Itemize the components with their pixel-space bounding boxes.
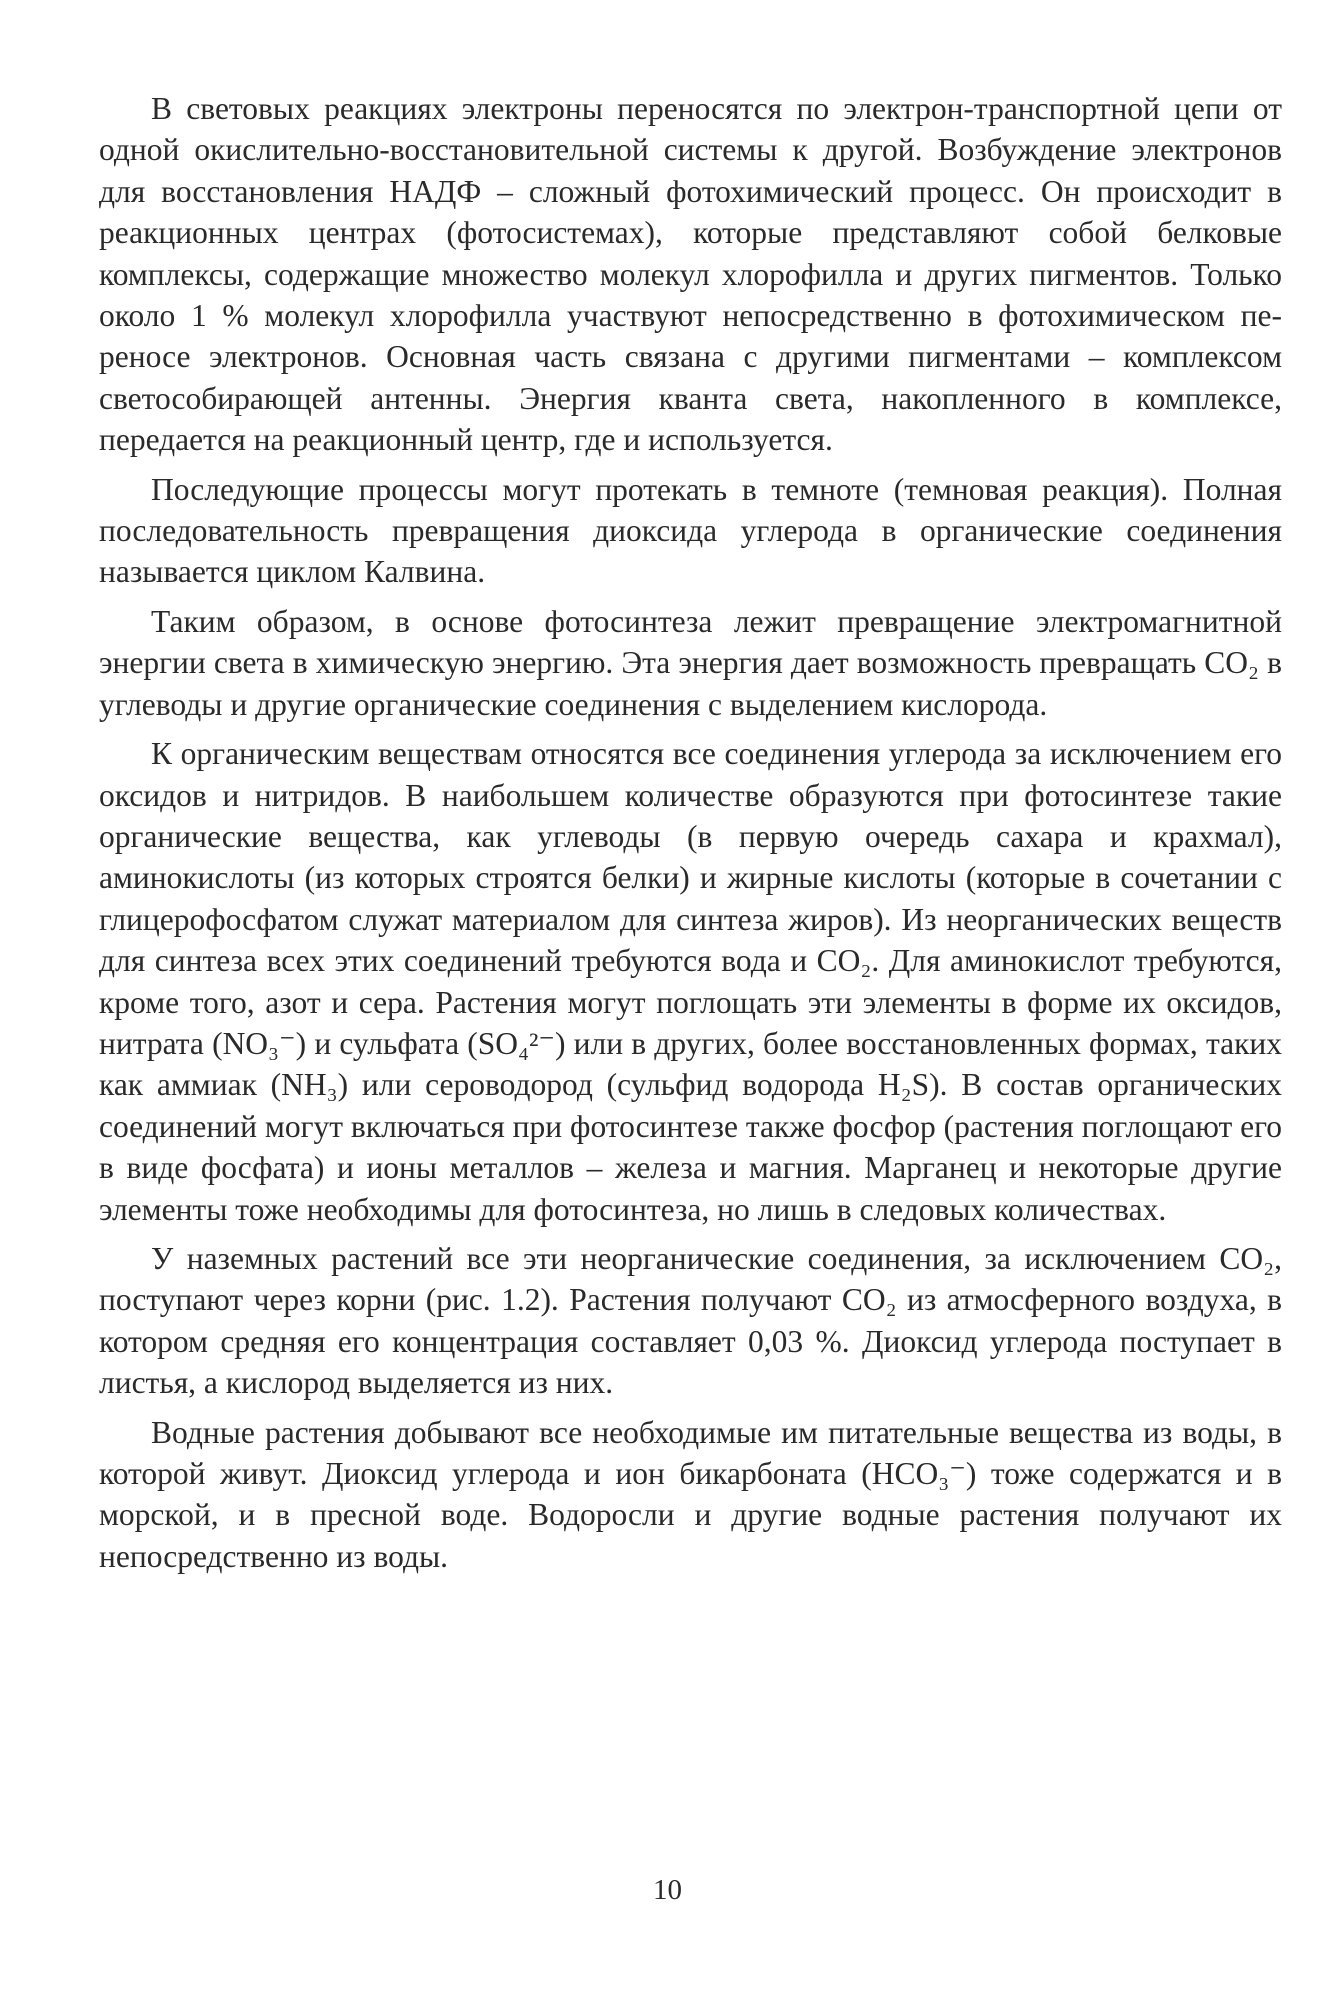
- paragraph-light-reactions: В световых реакциях электроны переносятся по электрон-транспортной цепи от одной окислительно-восстановительной системы к другой. Возбуждение электронов для восстановления НАДФ – сложный фотохимический процесс. Он происходит в реакционных центрах (фотосистемах), которые представляют собой белковые комплексы, содержащие множество молекул хлорофилла и других пигментов. Только около 1 % молекул хлорофилла участвуют непосредственно в фотохимическом переносе электронов. Основная часть связана с другими пигментами – комплексом светособирающей антенны. Энергия кванта света, накопленного в комплексе, передается на реакционный центр, где и используется.: [99, 91, 1282, 458]
- paragraph-land-plants: У наземных растений все эти неорганические соединения, за исключением CO₂, поступают через корни (рис. 1.2). Растения получают CO₂ из атмосферного воздуха, в котором средняя его концентрация составляет 0,03 %. Диоксид углерода поступает в листья, а кислород выделяется из них.: [99, 1240, 1282, 1401]
- paragraph-water-plants: Водные растения добывают все необходимые им питательные вещества из воды, в которой живут. Диоксид углерода и ион бикарбоната (HCO₃⁻) тоже содержатся и в морской, и в пресной воде. Водоросли и другие водные растения получают их непосредственно из воды.: [99, 1414, 1282, 1574]
- paragraph-organic-substances: К органическим веществам относятся все соединения углерода за исключением его оксидов и нитридов. В наибольшем количестве образуются при фотосинтезе такие органические вещества, как углеводы (в первую очередь сахара и крахмал), аминокислоты (из которых строятся белки) и жирные кислоты (которые в сочетании с глицерофосфатом служат материалом для синтеза жиров). Из неорганических веществ для синтеза всех этих соединений требуются вода и CO₂. Для аминокислот требуются, кроме того, азот и сера. Растения могут поглощать эти элементы в форме их оксидов, нитрата (NO₃⁻) и сульфата (SO₄²⁻) или в других, более восстановленных формах, таких как аммиак (NH₃) или сероводород (сульфид водорода H₂S). В состав органических соединений могут включаться при фотосинтезе также фосфор (растения поглощают его в виде фосфата) и ионы металлов – железа и магния. Марганец и некоторые другие элементы тоже необходимы для фотосинтеза, но лишь в следовых количествах.: [99, 736, 1282, 1227]
- paragraph-photosynthesis-summary: Таким образом, в основе фотосинтеза лежит превращение электромагнитной энергии света в химическую энергию. Эта энергия дает возможность превращать CO₂ в углеводы и другие органические соединения с выделением кислорода.: [99, 603, 1282, 722]
- page-body: [99, 88, 1282, 1585]
- page-number: 10: [653, 1874, 682, 1906]
- paragraph-dark-reactions: Последующие процессы могут протекать в темноте (темновая реакция). Полная последовательность превращения диоксида углерода в органические соединения называется циклом Калвина.: [99, 471, 1282, 590]
